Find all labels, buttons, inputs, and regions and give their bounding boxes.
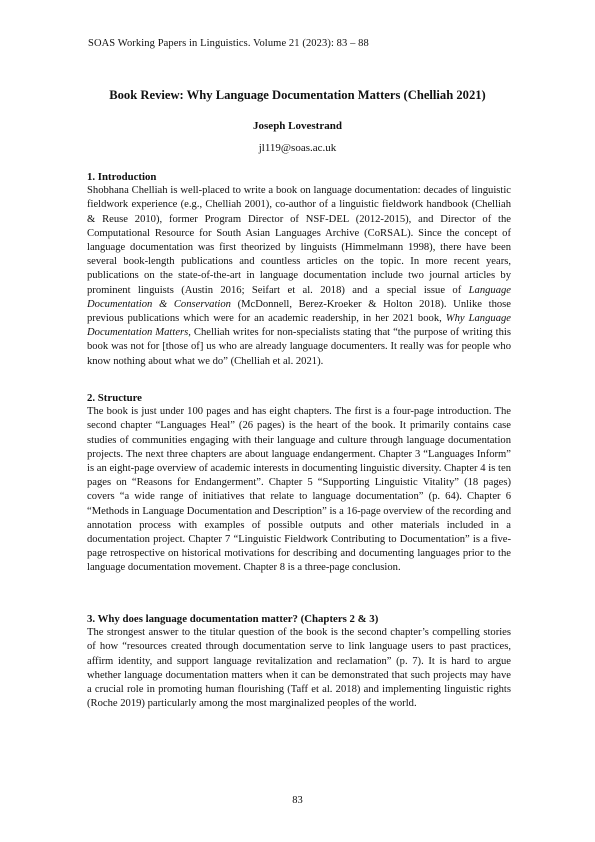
section-structure (87, 391, 511, 576)
paragraph-text: Shobhana Chelliah is well-placed to write a book on language documentation: decades of linguistic fieldwork experience (e.g., Chelliah 2001), co-author of a linguistic fieldwork handbook (Chelliah & Reuse 2010), former Program Director of NSF-DEL (2012-2015), and Director of the Computational Resource for South Asian Languages Archive (CoRSAL). Since the concept of language documentation was first theorized by linguists (Himmelmann 1998), there have been several book-length publications and countless articles on the topic. In more recent years, publications on the state-of-the-art in language documentation include two journal articles by prominent linguists (Austin 2016; Seifart et al. 2018) and a special issue of (87, 185, 511, 296)
section-paragraph (87, 626, 511, 711)
paragraph-text: The strongest answer to the titular question of the book is the second chapter’s compelling stories of how “resources created through documentation serve to link language users to past practices, affirm identity, and support language revitalization and reclamation” (p. 7). It is hard to argue whether language documentation matters when it can be demonstrated that such projects may have a crucial role in promoting human flourishing (Taff et al. 2018) and implementing linguistic rights (Roche 2019) particularly among the most marginalized peoples of the world. (87, 627, 511, 710)
section-paragraph (87, 184, 511, 369)
page-number: 83 (292, 795, 303, 806)
italic-title-book: Why Language Documentation Matters (87, 313, 511, 339)
author-name: Joseph Lovestrand (253, 120, 342, 132)
section-heading: 2. Structure (87, 392, 142, 404)
section-why-it-matters (87, 612, 511, 711)
section-introduction (87, 170, 511, 369)
italic-title-journal: Language Documentation & Conservation (87, 284, 511, 310)
section-paragraph (87, 405, 511, 575)
section-heading: 1. Introduction (87, 171, 157, 183)
paragraph-text: (McDonnell, Berez-Kroeker & Holton 2018). Unlike those previous publications which were for an academic readership, in her 2021 book, (87, 298, 512, 325)
paragraph-text: The book is just under 100 pages and has eight chapters. The first is a four-page introduction. The second chapter “Languages Heal” (26 pages) is the heart of the book. It primarily contains case studies of communities engaging with their language and culture through language documentation projects. The next three chapters are about language endangerment. Chapter 3 “Languages Inform” is an eight-page overview of academic interests in documenting linguistic diversity. Chapter 4 is ten pages on “Reasons for Endangerment”. Chapter 5 “Supporting Linguistic Vitality” (18 pages) covers “a wide range of initiatives that relate to language documentation” (p. 64). Chapter 6 “Methods in Language Documentation and Description” is a 16-page overview of the recording and annotation process with examples of possible outputs and other materials included in a documentation project. Chapter 7 “Linguistic Fieldwork Contributing to Documentation” is a five-page retrospective on historical motivations for describing and documenting languages prior to the language documentation movement. Chapter 8 is a three-page conclusion. (87, 406, 511, 574)
running-header: SOAS Working Papers in Linguistics. Volume 21 (2023): 83 – 88 (88, 38, 369, 49)
paragraph-text: , Chelliah writes for non-specialists stating that “the purpose of writing this book was not for [those of] us who are already language documenters. It really was for people who know nothing about what we do” (Chelliah et al. 2021). (87, 327, 511, 367)
author-email: jl119@soas.ac.uk (258, 142, 337, 154)
article-title: Book Review: Why Language Documentation Matters (Chelliah 2021) (109, 88, 486, 102)
section-heading: 3. Why does language documentation matter? (Chapters 2 & 3) (87, 613, 379, 625)
